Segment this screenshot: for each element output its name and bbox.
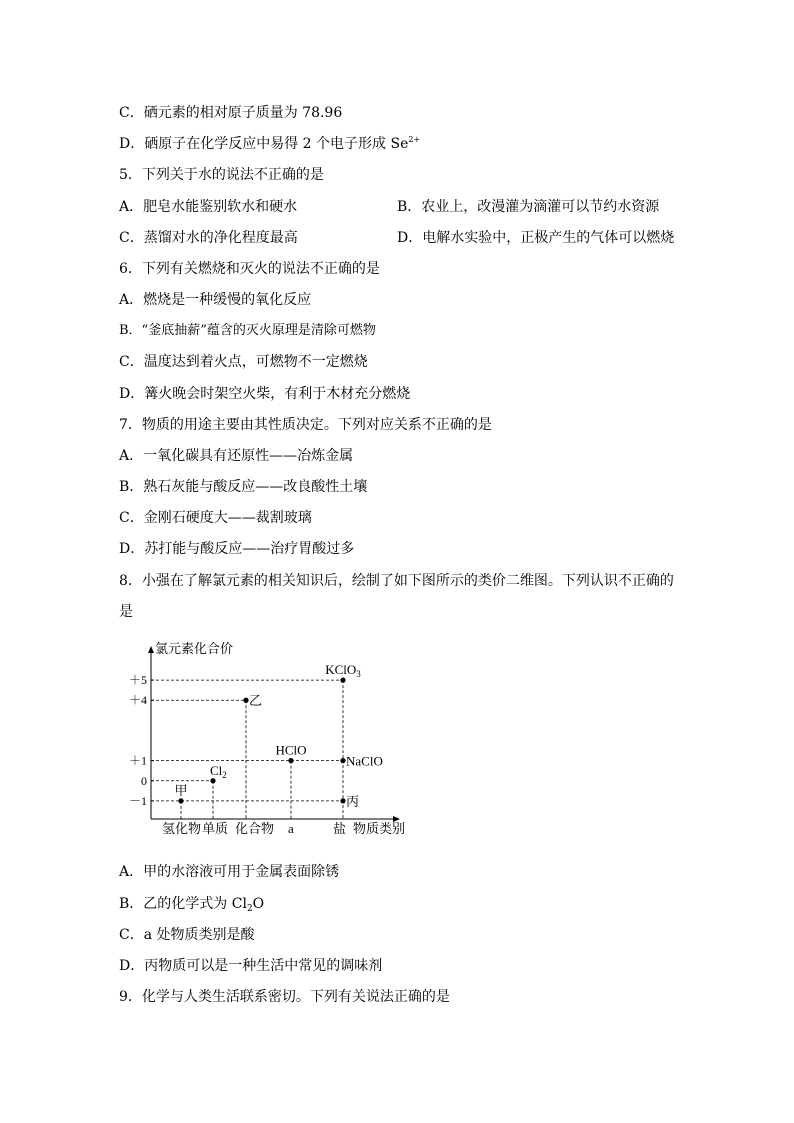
question-7-option-b: B．熟石灰能与酸反应——改良酸性土壤 — [119, 479, 368, 495]
question-4-option-c: C．硒元素的相对原子质量为 78.96 — [119, 105, 343, 121]
data-point-label — [210, 763, 227, 780]
data-point-label: 甲 — [174, 782, 188, 798]
y-tick-label: －1 — [128, 793, 147, 808]
y-tick-label: ＋4 — [128, 693, 147, 708]
question-6-stem: 6．下列有关燃烧和灭火的说法不正确的是 — [119, 261, 380, 277]
q4-option-d-text: D．硒原子在化学反应中易得 2 个电子形成 Se — [119, 136, 409, 152]
question-7-option-d: D．苏打能与酸反应——治疗胃酸过多 — [119, 541, 355, 557]
data-point-label: 丙 — [346, 793, 360, 809]
question-4-option-d — [119, 135, 420, 153]
question-5-option-d: D．电解水实验中，正极产生的气体可以燃烧 — [397, 230, 675, 246]
chlorine-valence-chart — [115, 638, 415, 840]
x-category-label: 化合物 — [235, 821, 275, 836]
x-axis-title: 物质类别 — [353, 821, 406, 836]
question-5-stem: 5．下列关于水的说法不正确的是 — [119, 167, 324, 183]
question-6-option-b: B．“釜底抽薪”蕴含的灭火原理是清除可燃物 — [119, 323, 376, 338]
question-5-option-b: B．农业上，改漫灌为滴灌可以节约水资源 — [397, 199, 660, 215]
data-point-label — [325, 662, 361, 679]
q8-option-b-text: B．乙的化学式为 Cl — [119, 896, 247, 912]
x-category-label: 单质 — [202, 821, 229, 836]
question-5-option-a: A．肥皂水能鉴别软水和硬水 — [119, 199, 298, 215]
question-9-stem: 9．化学与人类生活联系密切。下列有关说法正确的是 — [119, 989, 450, 1005]
question-8-stem-line-2: 是 — [119, 604, 133, 620]
q4-option-d-superscript: 2+ — [408, 135, 421, 144]
data-point — [243, 698, 248, 703]
y-tick-label: ＋5 — [128, 673, 147, 688]
data-point — [178, 798, 183, 803]
question-7-option-a: A．一氧化碳具有还原性——冶炼金属 — [119, 448, 354, 464]
y-tick-label: 0 — [141, 773, 147, 788]
data-point-label-base: KClO — [325, 662, 357, 678]
x-category-label: a — [288, 821, 294, 836]
question-8-option-b — [119, 895, 264, 913]
data-point — [340, 758, 345, 763]
data-point-label-subscript: 3 — [356, 669, 361, 680]
y-tick-label: ＋1 — [128, 753, 147, 768]
x-category-label: 盐 — [333, 821, 347, 836]
question-6-option-d: D．篝火晚会时架空火柴，有利于木材充分燃烧 — [119, 386, 411, 402]
y-axis-arrow — [148, 646, 154, 653]
question-8-option-a: A．甲的水溶液可用于金属表面除锈 — [119, 864, 340, 880]
question-6-option-a: A．燃烧是一种缓慢的氧化反应 — [119, 292, 312, 308]
question-8-option-c: C．a 处物质类别是酸 — [119, 927, 255, 943]
data-point-label: HClO — [275, 742, 307, 758]
question-8-stem-line-1: 8．小强在了解氯元素的相关知识后，绘制了如下图所示的类价二维图。下列认识不正确的 — [119, 573, 674, 589]
data-point-label-subscript: 2 — [222, 769, 227, 780]
data-point-label: NaClO — [346, 753, 383, 769]
data-point — [210, 778, 215, 783]
question-7-stem: 7．物质的用途主要由其性质决定。下列对应关系不正确的是 — [119, 417, 492, 433]
x-category-label: 氢化物 — [162, 821, 202, 836]
q8-option-b-suffix: O — [252, 896, 265, 912]
data-point — [340, 678, 345, 683]
question-5-option-c: C．蒸馏对水的净化程度最高 — [119, 230, 298, 246]
question-8-option-d: D．丙物质可以是一种生活中常见的调味剂 — [119, 958, 383, 974]
question-6-option-c: C．温度达到着火点，可燃物不一定燃烧 — [119, 354, 368, 370]
q8-option-b-subscript: 2 — [246, 904, 253, 914]
question-7-option-c: C．金刚石硬度大——裁割玻璃 — [119, 510, 312, 526]
data-point — [288, 758, 293, 763]
data-point-label: 乙 — [249, 693, 263, 709]
data-point — [340, 798, 345, 803]
y-axis-title: 氯元素化合价 — [155, 641, 234, 656]
data-point-label-base: Cl — [210, 762, 223, 778]
